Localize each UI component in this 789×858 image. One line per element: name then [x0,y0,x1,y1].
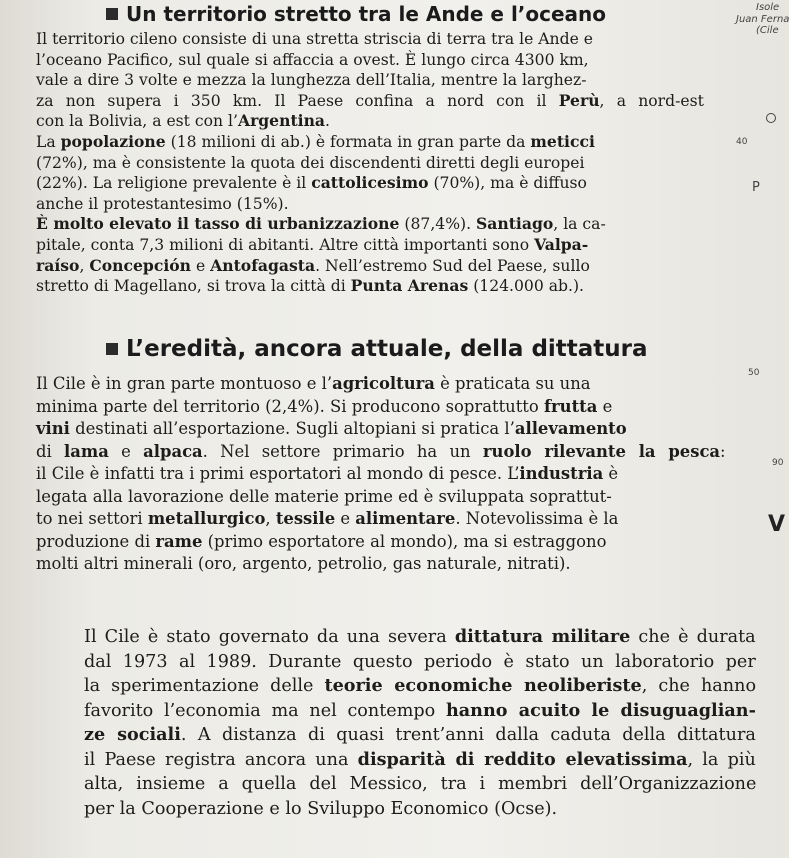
bold-text: Perù [558,90,600,110]
text-line [36,418,726,441]
section-title: L’eredità, ancora attuale, della dittatura [126,336,648,362]
text-run: , a nord-est [599,91,704,110]
text-run: il Cile è infatti tra i primi esportatori al mondo di pesce. L’ [36,464,520,483]
text-line [36,70,704,91]
text-run: anche il protestantesimo (15%). [36,194,289,213]
text-run: la sperimentazione delle [84,676,325,696]
text-run: legata alla lavorazione delle materie prime ed è sviluppata soprattut- [36,486,612,506]
text-line [36,463,726,486]
bold-text: Concepción [89,255,191,275]
text-run: (72%), ma è consistente la quota dei discendenti diretti degli europei [36,153,585,172]
text-run: to nei settori [36,509,148,528]
text-run: (124.000 ab.). [468,277,584,296]
text-run: il Paese registra ancora una [84,749,358,770]
text-line [36,214,704,235]
text-line [84,772,756,797]
bold-text: Antofagasta [210,255,316,275]
bold-text: frutta [543,396,598,416]
map-city-ring-icon [766,113,776,123]
section-title: Un territorio stretto tra le Ande e l’oceano [126,2,607,26]
text-run: . A distanza di quasi trent’anni dalla caduta della dittatura [180,725,756,745]
map-margin-fragment [712,0,789,600]
text-line [36,553,726,576]
bold-text: disparità di reddito elevatissima [357,748,688,770]
text-line [36,91,704,112]
text-run: con la Bolivia, a est con l’ [36,112,238,131]
text-run: , che hanno [641,676,757,696]
bold-text: teorie economiche neoliberiste [324,675,642,696]
text-run: e [335,509,356,528]
map-longitude-label: 90 [772,458,784,468]
text-line [84,748,756,773]
bold-text: Punta Arenas [350,276,469,296]
text-run: La [36,132,61,151]
text-line [36,50,704,71]
text-line [36,373,726,396]
section-heading-dittatura [106,336,648,362]
bold-text: raíso [36,255,80,275]
bold-text: popolazione [60,131,166,151]
text-line [84,674,756,699]
bold-text: meticci [530,131,595,151]
text-run: stretto di Magellano, si trova la città di [36,277,351,296]
text-run: destinati all’esportazione. Sugli altopiani si pratica l’ [69,419,515,438]
text-line [36,173,704,194]
text-line [84,650,756,675]
text-line [36,194,704,215]
text-run: Il Cile è stato governato da una severa [84,627,455,647]
bold-text: hanno acuito le disuguaglian- [445,699,756,721]
text-run: , la più [687,749,756,770]
text-run: favorito l’economia ma nel contempo [84,700,446,721]
bold-text: tessile [275,509,336,528]
text-run: e [597,396,613,416]
text-line [36,132,704,153]
text-line [36,256,704,277]
bold-text: Santiago [476,214,554,234]
text-run: di [36,441,65,461]
text-run: per la Cooperazione e lo Sviluppo Economico (Ocse). [84,798,558,819]
text-line [36,531,726,554]
bold-text: Argentina [237,111,326,131]
paragraph-territorio [36,29,704,297]
bold-text: alimentare [355,509,456,528]
section-heading-territorio [106,2,606,26]
bold-text: ruolo rilevante la pesca [482,441,721,461]
text-run: (22%). La religione prevalente è il [36,174,312,193]
text-run: (18 milioni di ab.) è formata in gran parte da [165,132,531,151]
text-line [36,235,704,256]
text-line [36,111,704,132]
map-latitude-label: 50 [748,368,760,378]
text-line [84,625,756,650]
text-run: . [325,112,330,131]
bold-text: agricoltura [332,374,435,393]
text-run: , [79,256,90,275]
map-label-juan-fernandez: Juan Ferna [736,14,789,25]
text-run: è [603,464,619,483]
bold-text: metallurgico [147,509,266,528]
text-run: Il Cile è in gran parte montuoso e l’ [36,374,333,393]
text-run: . Nel settore primario ha un [202,441,483,461]
map-letter-label: V [768,512,786,537]
text-run: e [108,441,144,461]
bold-text: vini [36,419,70,438]
text-run: Il territorio cileno consiste di una stretta striscia di terra tra le Ande e [36,30,593,48]
text-run: vale a dire 3 volte e mezza la lunghezza dell’Italia, mentre la larghez- [36,71,587,90]
text-line [36,441,726,464]
text-run: e [191,256,211,275]
text-run: che è durata [630,627,756,647]
text-run: minima parte del territorio (2,4%). Si producono soprattutto [36,396,544,416]
text-run: (70%), ma è diffuso [428,174,587,193]
map-label-cile: (Cile [756,25,779,36]
text-run: . Nell’estremo Sud del Paese, sullo [315,256,590,275]
map-label-isole: Isole [756,2,780,13]
text-run: , la ca- [553,215,606,234]
bold-text: ze sociali [84,724,181,745]
text-run: (87,4%). [399,215,477,234]
text-run: (primo esportatore al mondo), ma si estraggono [202,531,607,551]
bold-text: rame [155,531,203,551]
text-run: produzione di [36,531,156,551]
bold-text: cattolicesimo [311,173,429,193]
text-run: l’oceano Pacifico, sul quale si affaccia a ovest. È lungo circa 4300 km, [36,50,589,69]
paragraph-economia [36,373,726,576]
text-line [36,153,704,174]
text-line [36,486,726,509]
text-line [84,699,756,724]
bold-text: industria [519,464,604,483]
bold-text: alpaca [143,441,203,461]
text-line [36,29,704,50]
text-line [36,276,704,297]
bold-text: allevamento [514,419,627,438]
text-run: , [265,509,276,528]
bold-text: lama [64,441,109,461]
bold-text: Valpa- [534,234,589,254]
text-run: alta, insieme a quella del Messico, tra i membri dell’Organizzazione [84,774,757,794]
text-run: pitale, conta 7,3 milioni di abitanti. Altre città importanti sono [36,235,535,254]
text-line [84,723,756,748]
paragraph-dittatura [84,625,756,821]
text-run: . Notevolissima è la [455,509,619,528]
text-line [36,508,726,531]
bold-text: dittatura militare [454,626,631,647]
bold-text: È molto elevato il tasso di urbanizzazione [36,214,400,234]
text-line [84,797,756,822]
bullet-square-icon [106,8,118,20]
text-run: : [720,441,726,461]
text-run: molti altri minerali (oro, argento, petrolio, gas naturale, nitrati). [36,554,571,573]
text-run: è praticata su una [434,374,591,393]
map-letter-label: P [752,180,760,195]
text-line [36,396,726,419]
map-latitude-label: 40 [736,137,748,147]
text-run: dal 1973 al 1989. Durante questo periodo è stato un laboratorio per [84,651,756,672]
text-run: za non supera i 350 km. Il Paese confina a nord con il [36,91,559,110]
bullet-square-icon [106,343,118,355]
